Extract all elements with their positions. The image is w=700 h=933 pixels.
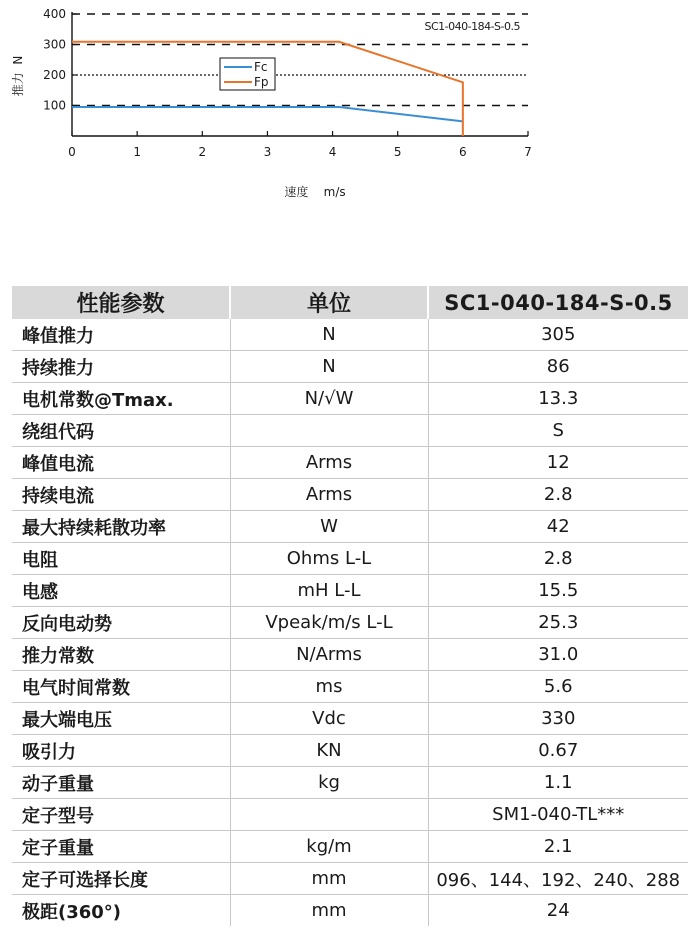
table-row bbox=[12, 799, 688, 831]
table-row bbox=[12, 511, 688, 543]
param-unit: N/√W bbox=[230, 383, 428, 415]
table-row bbox=[12, 735, 688, 767]
table-row bbox=[12, 767, 688, 799]
param-name: 吸引力 bbox=[12, 735, 230, 767]
param-name: 定子型号 bbox=[12, 799, 230, 831]
x-tick-label: 0 bbox=[68, 145, 76, 159]
param-unit: N bbox=[230, 319, 428, 351]
x-tick-label: 2 bbox=[198, 145, 207, 159]
param-value: 1.1 bbox=[428, 767, 688, 799]
param-name: 推力常数 bbox=[12, 639, 230, 671]
param-value: 24 bbox=[546, 900, 570, 921]
param-unit: KN bbox=[230, 735, 428, 767]
y-axis-label: 推力 N bbox=[11, 55, 25, 97]
param-name: 定子可选择长度 bbox=[12, 863, 230, 895]
table-row bbox=[12, 383, 688, 415]
table-row bbox=[12, 319, 688, 351]
param-unit: ms bbox=[230, 671, 428, 703]
param-name: 绕组代码 bbox=[12, 415, 230, 447]
x-tick-label: 7 bbox=[524, 145, 532, 159]
legend-label-fp: Fp bbox=[254, 75, 269, 89]
param-value: 12 bbox=[428, 447, 688, 479]
param-name: 峰值推力 bbox=[12, 319, 230, 351]
param-unit: N bbox=[230, 351, 428, 383]
param-name: 最大端电压 bbox=[12, 703, 230, 735]
x-tick-label: 3 bbox=[263, 145, 272, 159]
param-unit: Arms bbox=[230, 447, 428, 479]
y-tick-label: 100 bbox=[43, 98, 66, 113]
param-unit: Arms bbox=[230, 479, 428, 511]
header-model: SC1-040-184-S-0.5 bbox=[428, 286, 688, 319]
param-name: 电气时间常数 bbox=[12, 671, 230, 703]
param-value: 25.3 bbox=[428, 607, 688, 639]
table-row bbox=[12, 671, 688, 703]
table-row bbox=[12, 479, 688, 511]
table-row bbox=[12, 895, 688, 927]
param-unit: Vdc bbox=[230, 703, 428, 735]
performance-table bbox=[12, 286, 688, 926]
param-value: 5.6 bbox=[428, 671, 688, 703]
param-unit: Vpeak/m/s L-L bbox=[230, 607, 428, 639]
param-value: SM1-040-TL*** bbox=[428, 799, 688, 831]
param-unit: kg bbox=[230, 767, 428, 799]
param-unit: W bbox=[230, 511, 428, 543]
param-unit: kg/m bbox=[230, 831, 428, 863]
x-tick-label: 1 bbox=[133, 145, 141, 159]
param-unit: mH L-L bbox=[230, 575, 428, 607]
param-value: 2.1 bbox=[428, 831, 688, 863]
table-row bbox=[12, 575, 688, 607]
table-row bbox=[12, 351, 688, 383]
param-name: 电阻 bbox=[12, 543, 230, 575]
param-name: 电感 bbox=[12, 575, 230, 607]
y-tick-label: 400 bbox=[43, 7, 66, 21]
param-name: 极距(360°) bbox=[12, 895, 230, 927]
param-unit bbox=[230, 799, 428, 831]
table-row bbox=[12, 607, 688, 639]
param-name: 持续电流 bbox=[12, 479, 230, 511]
table-header-row bbox=[12, 286, 688, 319]
param-unit bbox=[230, 415, 428, 447]
header-unit: 单位 bbox=[230, 286, 428, 319]
param-name: 最大持续耗散功率 bbox=[12, 511, 230, 543]
param-name: 峰值电流 bbox=[12, 447, 230, 479]
param-value: 305 bbox=[428, 319, 688, 351]
param-value: 42 bbox=[428, 511, 688, 543]
y-tick-label: 200 bbox=[43, 68, 66, 82]
series-line-fc bbox=[72, 107, 463, 121]
param-name: 持续推力 bbox=[12, 351, 230, 383]
param-unit: N/Arms bbox=[230, 639, 428, 671]
x-tick-label: 5 bbox=[393, 145, 402, 159]
param-name: 反向电动势 bbox=[12, 607, 230, 639]
chart-title: SC1-040-184-S-0.5 bbox=[424, 20, 520, 33]
table-row bbox=[12, 703, 688, 735]
param-value: 86 bbox=[428, 351, 688, 383]
header-parameter: 性能参数 bbox=[12, 286, 230, 319]
param-value: 096、144、192、240、288 bbox=[428, 863, 688, 895]
param-name: 定子重量 bbox=[12, 831, 230, 863]
table-row bbox=[12, 863, 688, 895]
y-tick-label: 300 bbox=[43, 37, 66, 52]
param-unit: mm bbox=[230, 895, 428, 927]
table-row bbox=[12, 543, 688, 575]
param-value: 2.8 bbox=[428, 543, 688, 575]
param-value: 0.67 bbox=[428, 735, 688, 767]
param-unit: mm bbox=[230, 863, 428, 895]
table-row bbox=[12, 415, 688, 447]
param-name: 电机常数@Tmax. bbox=[12, 383, 230, 415]
param-value: 13.3 bbox=[428, 383, 688, 415]
param-value: 330 bbox=[428, 703, 688, 735]
param-value: S bbox=[428, 415, 688, 447]
x-axis-label: 速度 m/s bbox=[284, 185, 346, 199]
param-value: 15.5 bbox=[428, 575, 688, 607]
x-tick-label: 6 bbox=[459, 145, 467, 159]
table-row bbox=[12, 831, 688, 863]
x-tick-label: 4 bbox=[328, 145, 337, 159]
legend-label-fc: Fc bbox=[254, 60, 268, 74]
param-unit: Ohms L-L bbox=[230, 543, 428, 575]
param-value: 31.0 bbox=[428, 639, 688, 671]
table-row bbox=[12, 639, 688, 671]
table-row bbox=[12, 447, 688, 479]
force-speed-chart bbox=[0, 0, 700, 230]
param-value: 2.8 bbox=[428, 479, 688, 511]
param-name: 动子重量 bbox=[12, 767, 230, 799]
